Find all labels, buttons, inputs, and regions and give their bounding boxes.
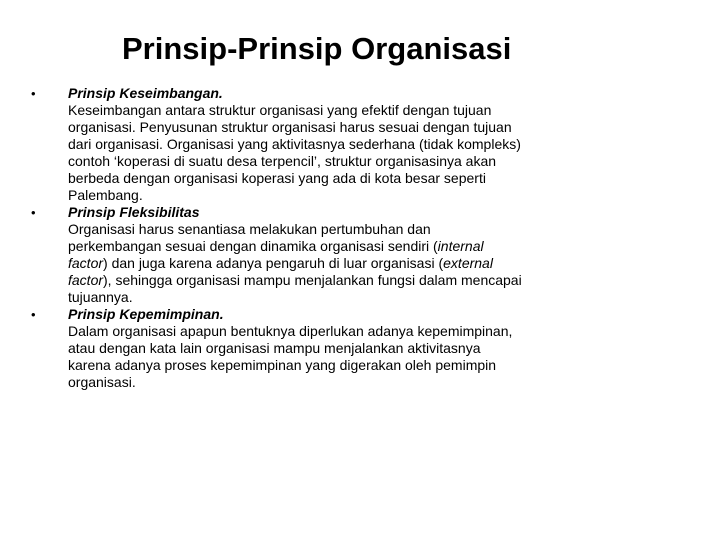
text-run: perkembangan sesuai dengan dinamika organisasi sendiri ( bbox=[68, 238, 438, 254]
body-line bbox=[68, 255, 608, 272]
bullet-heading: Prinsip Kepemimpinan. bbox=[68, 306, 224, 322]
text-run: Palembang. bbox=[68, 187, 143, 203]
text-run: organisasi. Penyusunan struktur organisasi harus sesuai dengan tujuan bbox=[68, 119, 512, 135]
text-run: organisasi. bbox=[68, 374, 136, 390]
body-line bbox=[68, 136, 608, 153]
bullet-list bbox=[31, 85, 701, 391]
bullet-glyph: • bbox=[31, 307, 36, 322]
bullet-body bbox=[68, 323, 608, 391]
bullet-item-fleksibilitas bbox=[31, 204, 701, 306]
italic-term: external bbox=[443, 255, 493, 271]
text-run: ), sehingga organisasi mampu menjalankan fungsi dalam mencapai bbox=[103, 272, 522, 288]
body-line bbox=[68, 170, 608, 187]
bullet-body bbox=[68, 221, 608, 306]
text-run: contoh ‘koperasi di suatu desa terpencil’, struktur organisasinya akan bbox=[68, 153, 497, 169]
text-run: berbeda dengan organisasi koperasi yang ada di kota besar seperti bbox=[68, 170, 486, 186]
text-run: atau dengan kata lain organisasi mampu menjalankan aktivitasnya bbox=[68, 340, 481, 356]
slide-title: Prinsip-Prinsip Organisasi bbox=[122, 31, 512, 66]
body-line bbox=[68, 272, 608, 289]
body-line bbox=[68, 340, 608, 357]
bullet-item-keseimbangan bbox=[31, 85, 701, 204]
bullet-item-kepemimpinan bbox=[31, 306, 701, 391]
bullet-heading: Prinsip Fleksibilitas bbox=[68, 204, 200, 220]
text-run: Organisasi harus senantiasa melakukan pertumbuhan dan bbox=[68, 221, 431, 237]
body-line bbox=[68, 153, 608, 170]
text-run: ) dan juga karena adanya pengaruh di luar organisasi ( bbox=[103, 255, 444, 271]
italic-term: internal bbox=[437, 238, 484, 254]
italic-term: factor bbox=[68, 255, 104, 271]
italic-term: factor bbox=[68, 272, 104, 288]
text-run: karena adanya proses kepemimpinan yang digerakan oleh pemimpin bbox=[68, 357, 497, 373]
bullet-body bbox=[68, 102, 608, 204]
body-line bbox=[68, 221, 608, 238]
body-line bbox=[68, 119, 608, 136]
body-line bbox=[68, 187, 608, 204]
bullet-glyph: • bbox=[31, 205, 36, 220]
body-line bbox=[68, 323, 608, 340]
body-line bbox=[68, 374, 608, 391]
body-line bbox=[68, 238, 608, 255]
text-run: Dalam organisasi apapun bentuknya diperlukan adanya kepemimpinan, bbox=[68, 323, 513, 339]
bullet-glyph: • bbox=[31, 86, 36, 101]
body-line bbox=[68, 102, 608, 119]
body-line bbox=[68, 289, 608, 306]
body-line bbox=[68, 357, 608, 374]
text-run: dari organisasi. Organisasi yang aktivitasnya sederhana (tidak kompleks) bbox=[68, 136, 521, 152]
text-run: tujuannya. bbox=[68, 289, 133, 305]
text-run: Keseimbangan antara struktur organisasi yang efektif dengan tujuan bbox=[68, 102, 492, 118]
bullet-heading: Prinsip Keseimbangan. bbox=[68, 85, 223, 101]
